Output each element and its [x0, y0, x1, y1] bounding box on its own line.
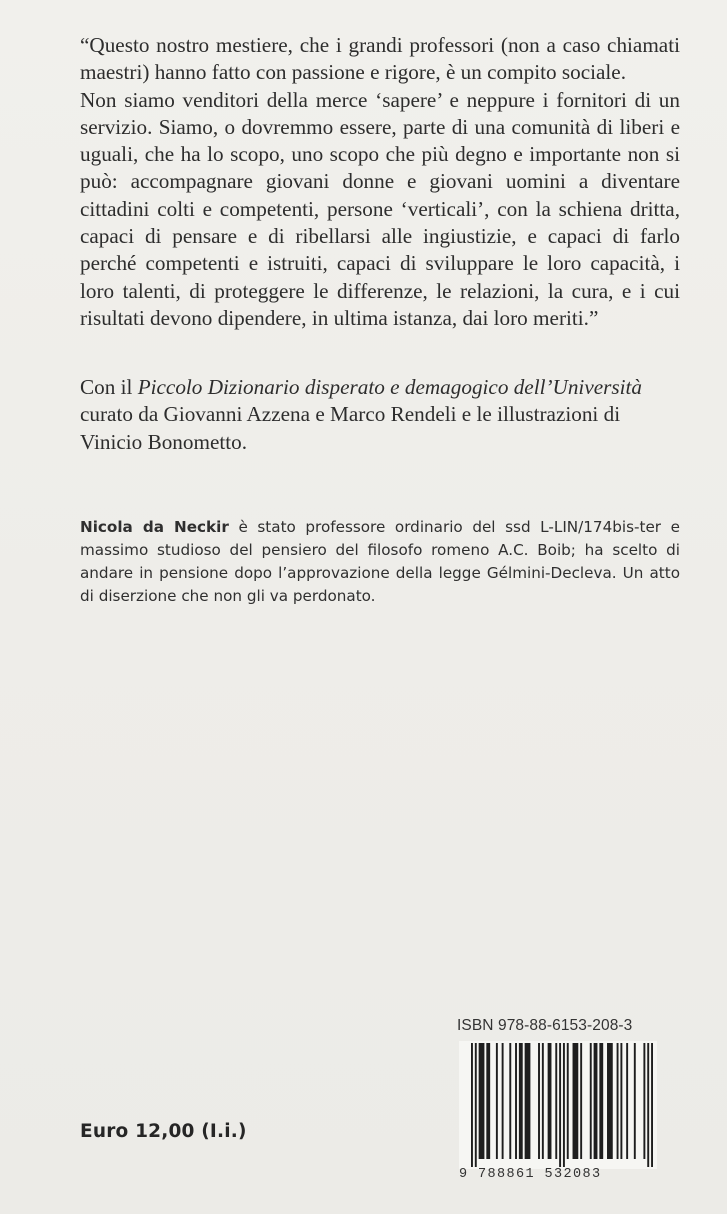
bio-text	[80, 516, 680, 608]
quote-paragraph-2: Non siamo venditori della merce ‘sapere’ e neppure i fornitori di un servizio. Siamo, o dovremmo essere, parte di una comunità di liberi e uguali, che ha lo scopo, uno scopo che più degno e importante non si può: accompagnare giovani donne e giovani uomini a diventare cittadini colti e competenti, persone ‘verticali’, con la schiena dritta, capaci di pensare e di ribellarsi alle ingiustizie, e capaci di farlo perché competenti e istruiti, capaci di sviluppare le loro capacità, i loro talenti, di proteggere le differenze, le relazioni, la cura, e i cui risultati devono dipendere, in ultima istanza, dai loro meriti.”	[80, 87, 680, 330]
author-bio	[80, 516, 680, 608]
barcode-bar	[496, 1043, 498, 1159]
barcode-digits: 9 788861 532083	[459, 1167, 602, 1182]
credits-text	[80, 374, 680, 456]
barcode-bar	[515, 1043, 517, 1159]
barcode-bar	[599, 1043, 603, 1159]
quote-paragraph-1: “Questo nostro mestiere, che i grandi professori (non a caso chiamati maestri) hanno fatto con passione e rigore, è un compito sociale.	[80, 33, 680, 85]
barcode-bar	[567, 1043, 569, 1159]
barcode-bar	[620, 1043, 622, 1159]
isbn-barcode	[459, 1041, 657, 1169]
barcode-bar	[509, 1043, 511, 1159]
barcode-bar	[563, 1043, 565, 1167]
barcode-bar	[580, 1043, 582, 1159]
barcode-bar	[519, 1043, 523, 1159]
barcode-bar	[594, 1043, 598, 1159]
barcode-bar	[538, 1043, 540, 1159]
barcode-bar	[607, 1043, 613, 1159]
barcode-bars	[459, 1041, 657, 1169]
barcode-bar	[626, 1043, 628, 1159]
credits-prefix: Con il	[80, 375, 138, 399]
barcode-bar	[542, 1043, 544, 1159]
barcode-bar	[651, 1043, 653, 1167]
barcode-bar	[643, 1043, 645, 1159]
barcode-bar	[479, 1043, 485, 1159]
barcode-bar	[475, 1043, 477, 1167]
barcode-bar	[525, 1043, 531, 1159]
author-name: Nicola da Neckir	[80, 518, 229, 536]
barcode-bar	[573, 1043, 579, 1159]
credits-suffix: curato da Giovanni Azzena e Marco Rendeli e le illustrazioni di Vinicio Bonometto.	[80, 402, 621, 454]
barcode-bar	[502, 1043, 504, 1159]
barcode-bar	[617, 1043, 619, 1159]
barcode-bar	[590, 1043, 592, 1159]
dictionary-title: Piccolo Dizionario disperato e demagogico dell’Università	[137, 375, 642, 399]
bio-body: è stato professore ordinario del ssd L-LIN/174bis-ter e massimo studioso del pensiero del filosofo romeno A.C. Boib; ha scelto di andare in pensione dopo l’approvazione della legge Gélmini-Decleva. Un atto di diserzione che non gli va perdonato.	[80, 518, 680, 605]
credits-block	[80, 374, 680, 456]
barcode-bar	[555, 1043, 557, 1159]
isbn-label: ISBN 978-88-6153-208-3	[457, 1017, 633, 1034]
barcode-bar	[486, 1043, 490, 1159]
cover-quote	[80, 32, 680, 332]
barcode-bar	[634, 1043, 636, 1159]
barcode-bar	[471, 1043, 473, 1167]
price-label: Euro 12,00 (I.i.)	[80, 1121, 247, 1142]
barcode-bar	[548, 1043, 552, 1159]
barcode-bar	[559, 1043, 561, 1167]
barcode-bar	[647, 1043, 649, 1167]
